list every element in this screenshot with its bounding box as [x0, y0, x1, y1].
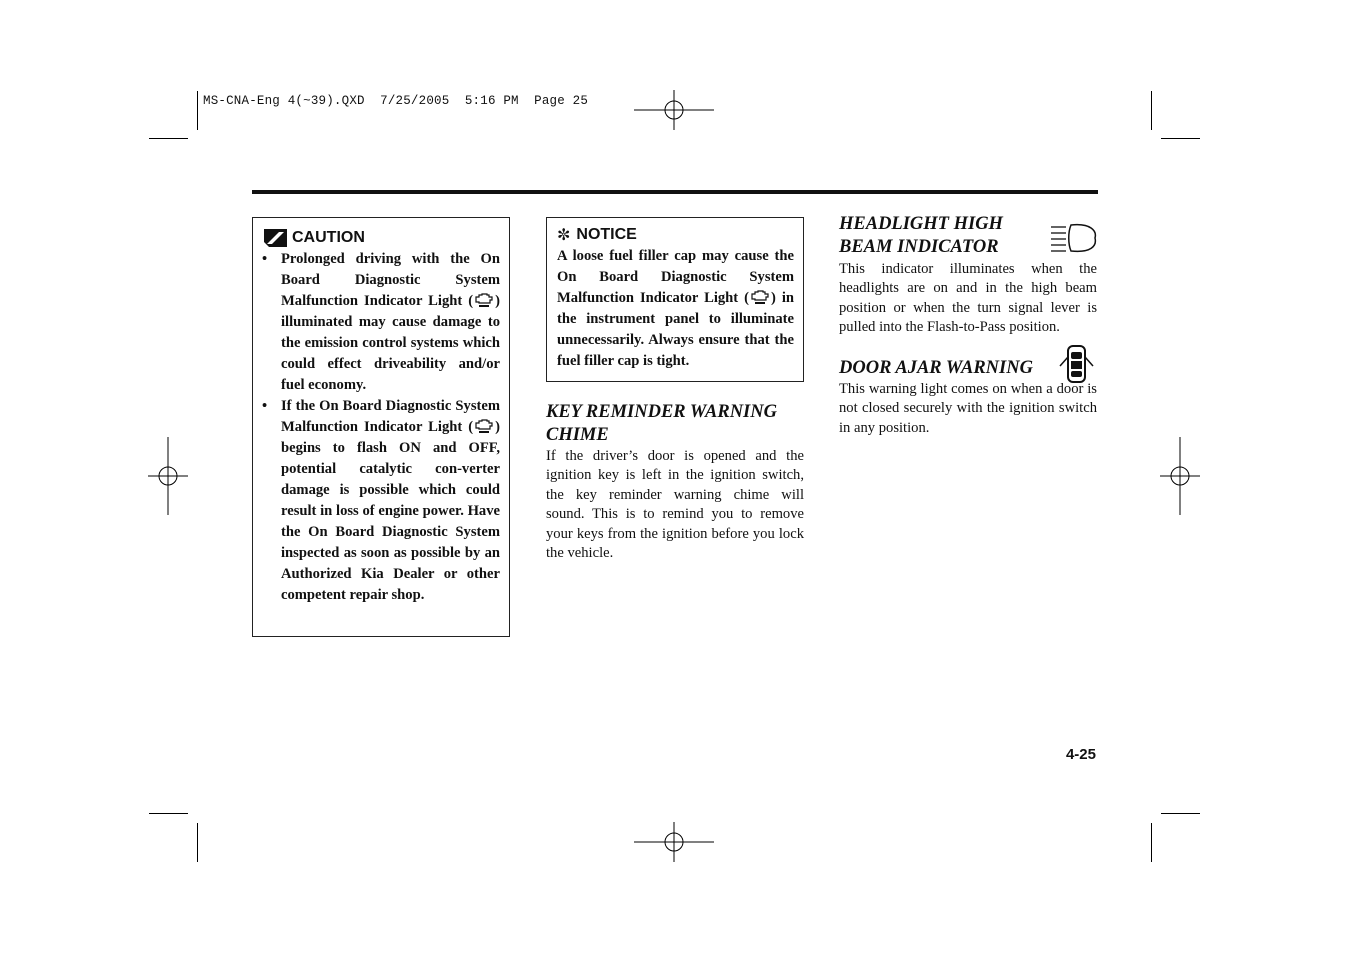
caution-item-text-end: ) begins to flash ON and OFF, potential catalytic con-verter damage is possible which could result in loss of engine power. Have the On Board Diagnostic System inspected as soon as possible by an Authorized Kia Dealer or other competent repair shop.	[281, 419, 500, 603]
check-engine-icon	[749, 288, 771, 306]
registration-mark-bottom	[634, 822, 714, 862]
notice-header	[557, 225, 637, 245]
registration-mark-right	[1160, 437, 1200, 515]
caution-list	[262, 249, 500, 606]
notice-text	[557, 246, 794, 372]
caution-label: CAUTION	[292, 229, 365, 246]
door-ajar-heading: DOOR AJAR WARNING	[839, 358, 1033, 378]
crop-mark-top-left-v	[197, 91, 198, 130]
crop-mark-bottom-left-h	[149, 813, 188, 814]
print-slug-line: MS-CNA-Eng 4(~39).QXD 7/25/2005 5:16 PM Page 25	[203, 94, 589, 108]
key-reminder-section	[546, 401, 804, 563]
notice-text-end: ) in the instrument panel to illuminate unnecessarily. Always ensure that the fuel filler cap is tight.	[557, 290, 794, 369]
key-reminder-body: If the driver’s door is opened and the ignition key is left in the ignition switch, the key reminder warning chime will sound. This is to remind you to remove your keys from the ignition before you lock the vehicle.	[546, 448, 804, 562]
bullet: •	[262, 398, 268, 414]
check-engine-icon	[473, 291, 495, 309]
crop-mark-bottom-left-v	[197, 823, 198, 862]
key-reminder-heading-line2: CHIME	[546, 425, 609, 445]
caution-item	[262, 249, 500, 396]
caution-item	[262, 396, 500, 606]
notice-symbol-icon: ✼	[557, 227, 571, 244]
headlight-body: This indicator illuminates when the headlights are on and in the high beam position or when the turn signal lever is pulled into the Flash-to-Pass position.	[839, 261, 1097, 336]
caution-box	[252, 217, 510, 637]
crop-mark-bottom-right-v	[1151, 823, 1152, 862]
headlight-heading-line1: HEADLIGHT HIGH	[839, 214, 1003, 234]
check-engine-icon	[473, 417, 495, 435]
caution-item-text-end: ) illuminated may cause damage to the emission control systems which could effect driveability and/or fuel economy.	[281, 293, 500, 393]
caution-item-text-start: Prolonged driving with the On Board Diagnostic System Malfunction Indicator Light (	[281, 251, 500, 309]
caution-icon	[264, 229, 287, 247]
high-beam-icon	[1049, 222, 1097, 254]
notice-box	[546, 217, 804, 382]
key-reminder-heading	[546, 401, 804, 447]
header-rule	[252, 190, 1098, 194]
registration-mark-top	[634, 90, 714, 130]
crop-mark-top-left-h	[149, 138, 188, 139]
caution-header	[264, 229, 365, 247]
bullet: •	[262, 251, 268, 267]
crop-mark-bottom-right-h	[1161, 813, 1200, 814]
headlight-heading-line2: BEAM INDICATOR	[839, 237, 999, 257]
door-ajar-body: This warning light comes on when a door is not closed securely with the ignition switch in any position.	[839, 381, 1097, 436]
page-number: 4-25	[1065, 746, 1096, 763]
crop-mark-top-right-v	[1151, 91, 1152, 130]
notice-label: NOTICE	[576, 226, 637, 243]
key-reminder-heading-line1: KEY REMINDER WARNING	[546, 402, 777, 422]
crop-mark-top-right-h	[1161, 138, 1200, 139]
registration-mark-left	[148, 437, 188, 515]
caution-item-text-start: If the On Board Diagnostic System Malfunction Indicator Light (	[281, 398, 500, 435]
door-ajar-icon	[1058, 344, 1096, 384]
notice-text-start: A loose fuel filler cap may cause the On Board Diagnostic System Malfunction Indicator Light (	[557, 248, 794, 306]
